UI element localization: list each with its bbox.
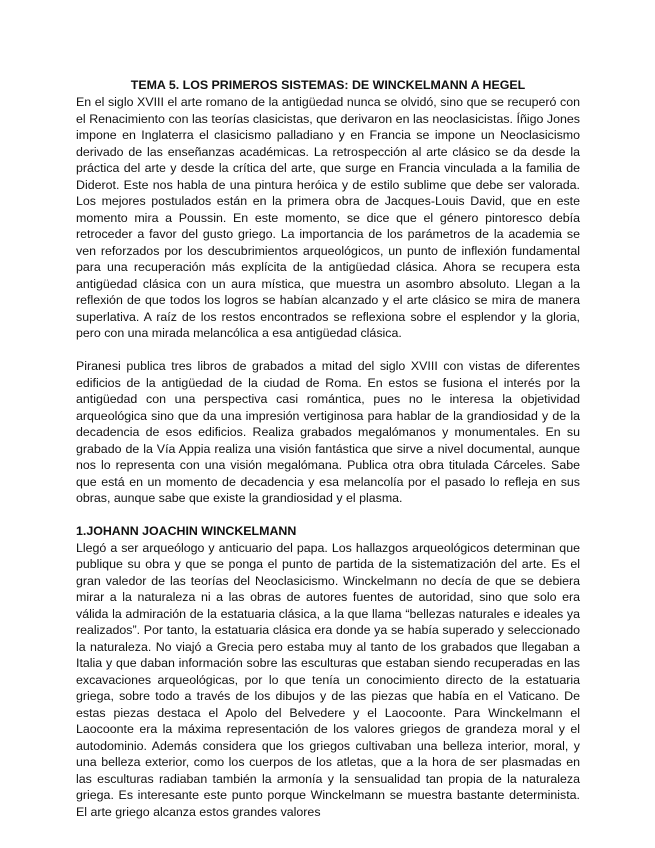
intro-paragraph: En el siglo XVIII el arte romano de la antigüedad nunca se olvidó, sino que se recuperó con el Renacimiento con las teorías clasicistas, que derivaron en las neoclasicistas. Íñigo Jones impone en Inglaterra el clasicismo palladiano y en Francia se impone un Neoclasicismo derivado de las enseñanzas académicas. La retrospección al arte clásico se da desde la práctica del arte y desde la crítica del arte, que surge en Francia vinculada a la familia de Diderot. Este nos habla de una pintura heróica y de estilo sublime que debe ser valorada. Los mejores postulados están en la primera obra de Jacques-Louis David, que en este momento mira a Poussin. En este momento, se dice que el género pintoresco debía retroceder a favor del gusto griego. La importancia de los parámetros de la academia se ven reforzados por los descubrimientos arqueológicos, un punto de inflexión fundamental para una recuperación más explícita de la antigüedad clásica. Ahora se recupera esta antigüedad clásica con un aura mística, que muestra un asombro absoluto. Llegan a la reflexión de que todos los logros se habían alcanzado y el arte clásico se mira de manera superlativa. A raíz de los restos encontrados se reflexiona sobre el esplendor y la gloria, pero con una mirada melancólica a esa antigüedad clásica.: [76, 95, 580, 340]
piranesi-paragraph: Piranesi publica tres libros de grabados a mitad del siglo XVIII con vistas de diferentes edificios de la antigüedad de la ciudad de Roma. En estos se fusiona el interés por la antigüedad con una perspectiva casi romántica, pues no le interesa la objetividad arqueológica sino que da una impresión vertiginosa para hablar de la grandiosidad y de la decadencia de esos edificios. Realiza grabados megalómanos y monumentales. En su grabado de la Vía Appia realiza una visión fantástica que sirve a nivel documental, aunque nos lo representa con una visión megalómana. Publica otra obra titulada Cárceles. Sabe que está en un momento de decadencia y esa melancolía por el pasado lo refleja en sus obras, aunque sabe que existe la grandiosidad y el plasma.: [76, 359, 580, 505]
paragraph-spacer: [76, 342, 580, 359]
document-title: TEMA 5. LOS PRIMEROS SISTEMAS: DE WINCKELMANN A HEGEL: [130, 78, 526, 92]
winckelmann-paragraph: Llegó a ser arqueólogo y anticuario del papa. Los hallazgos arqueológicos determinan que publique su obra y que se ponga el punto de partida de la sistematización del arte. Es el gran valedor de las teorías del Neoclasicismo. Winckelmann no decía de que se debiera mirar a la naturaleza ni a las obras de autores fuentes de autoridad, sino que solo era válida la admiración de la estatuaria clásica, a la que llama “bellezas naturales e ideales ya realizados”. Por tanto, la estatuaria clásica era donde ya se había superado y seleccionado la naturaleza. No viajó a Grecia pero estaba muy al tanto de los grabados que llegaban a Italia y que daban información sobre las esculturas que estaban siendo recuperadas en las excavaciones arqueológicas, por lo que tenía un conocimiento directo de la estatuaria griega, sobre todo a través de los dibujos y de las piezas que había en el Vaticano. De estas piezas destaca el Apolo del Belvedere y el Laocoonte. Para Winckelmann el Laocoonte era la máxima representación de los valores griegos de grandeza moral y el autodominio. Además considera que los griegos cultivaban una belleza interior, moral, y una belleza exterior, como los cuerpos de los atletas, que a la hora de ser plasmadas en las esculturas radiaban también la armonía y la sensualidad tan propia de la naturaleza griega. Es interesante este punto porque Winckelmann se muestra bastante determinista. El arte griego alcanza estos grandes valores: [76, 540, 580, 819]
section-heading: 1.JOHANN JOACHIN WINCKELMANN: [76, 524, 297, 538]
section-spacer: [76, 507, 580, 524]
